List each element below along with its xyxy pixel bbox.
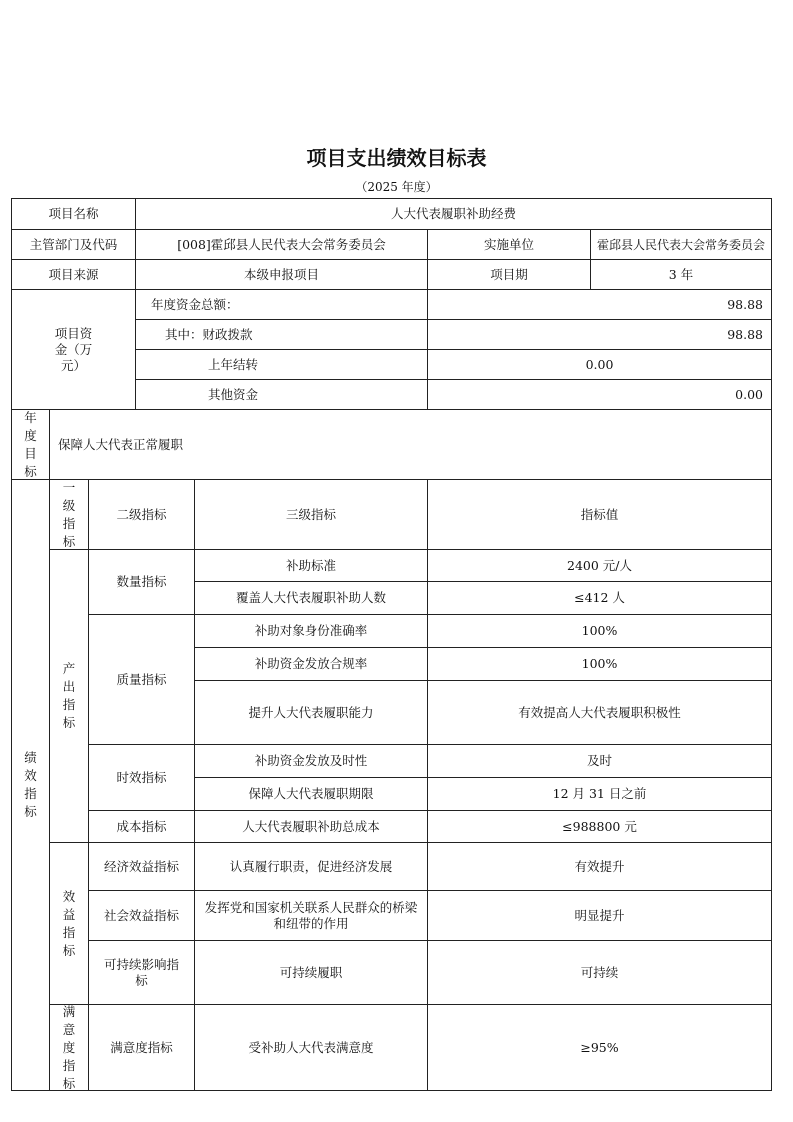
level3-cell: 补助资金发放合规率: [194, 647, 428, 681]
dept-label: 主管部门及代码: [11, 229, 136, 260]
funds-other-label: 其他资金: [135, 379, 428, 410]
level2-economic: 经济效益指标: [88, 842, 195, 891]
level3-cell: 发挥党和国家机关联系人民群众的桥梁和纽带的作用: [194, 890, 428, 941]
output-indicator-label: 产出指标: [49, 549, 89, 843]
perf-label: 绩效指标: [11, 479, 50, 1091]
value-cell: 100%: [427, 647, 772, 681]
funds-label: 项目资金（万元）: [11, 289, 136, 410]
funds-fiscal-label: 其中：财政拨款: [135, 319, 428, 350]
annual-goal-label: 年度目标: [11, 409, 50, 480]
value-cell: ≤412 人: [427, 581, 772, 615]
value-cell: 100%: [427, 614, 772, 648]
level3-cell: 人大代表履职补助总成本: [194, 810, 428, 843]
period-value: 3 年: [590, 259, 772, 290]
benefit-indicator-label: 效益指标: [49, 842, 89, 1005]
project-name-value: 人大代表履职补助经费: [135, 198, 772, 230]
header-level2: 二级指标: [88, 479, 195, 550]
level3-cell: 补助标准: [194, 549, 428, 582]
project-name-label: 项目名称: [11, 198, 136, 230]
value-cell: 2400 元/人: [427, 549, 772, 582]
funds-total-label: 年度资金总额：: [135, 289, 428, 320]
value-cell: 可持续: [427, 940, 772, 1005]
level2-timeliness: 时效指标: [88, 744, 195, 811]
level3-cell: 受补助人大代表满意度: [194, 1004, 428, 1091]
level2-sustainable: 可持续影响指标: [88, 940, 195, 1005]
level2-satisfaction: 满意度指标: [88, 1004, 195, 1091]
dept-value: [008]霍邱县人民代表大会常务委员会: [135, 229, 428, 260]
funds-fiscal-value: 98.88: [427, 319, 772, 350]
funds-carryover-value: 0.00: [427, 349, 772, 380]
impl-value: 霍邱县人民代表大会常务委员会: [590, 229, 772, 260]
header-level3: 三级指标: [194, 479, 428, 550]
value-cell: 明显提升: [427, 890, 772, 941]
level2-cost: 成本指标: [88, 810, 195, 843]
level3-cell: 保障人大代表履职期限: [194, 777, 428, 811]
annual-goal-value: 保障人大代表正常履职: [49, 409, 772, 480]
value-cell: ≤988800 元: [427, 810, 772, 843]
header-level1: 一级指标: [49, 479, 89, 550]
period-label: 项目期: [427, 259, 591, 290]
year-subtitle: （2025 年度）: [355, 180, 438, 194]
value-cell: 12 月 31 日之前: [427, 777, 772, 811]
source-value: 本级申报项目: [135, 259, 428, 290]
page-title: 项目支出绩效目标表: [306, 146, 487, 170]
level3-cell: 提升人大代表履职能力: [194, 680, 428, 745]
funds-other-value: 0.00: [427, 379, 772, 410]
level3-cell: 认真履行职责，促进经济发展: [194, 842, 428, 891]
level3-cell: 补助对象身份准确率: [194, 614, 428, 648]
funds-total-value: 98.88: [427, 289, 772, 320]
satisfaction-indicator-label: 满意度指标: [49, 1004, 89, 1091]
value-cell: 有效提升: [427, 842, 772, 891]
level2-social: 社会效益指标: [88, 890, 195, 941]
level3-cell: 覆盖人大代表履职补助人数: [194, 581, 428, 615]
impl-label: 实施单位: [427, 229, 591, 260]
level2-quantity: 数量指标: [88, 549, 195, 615]
level3-cell: 可持续履职: [194, 940, 428, 1005]
value-cell: 及时: [427, 744, 772, 778]
source-label: 项目来源: [11, 259, 136, 290]
value-cell: 有效提高人大代表履职积极性: [427, 680, 772, 745]
level2-quality: 质量指标: [88, 614, 195, 745]
level3-cell: 补助资金发放及时性: [194, 744, 428, 778]
header-value: 指标值: [427, 479, 772, 550]
value-cell: ≥95%: [427, 1004, 772, 1091]
funds-carryover-label: 上年结转: [135, 349, 428, 380]
